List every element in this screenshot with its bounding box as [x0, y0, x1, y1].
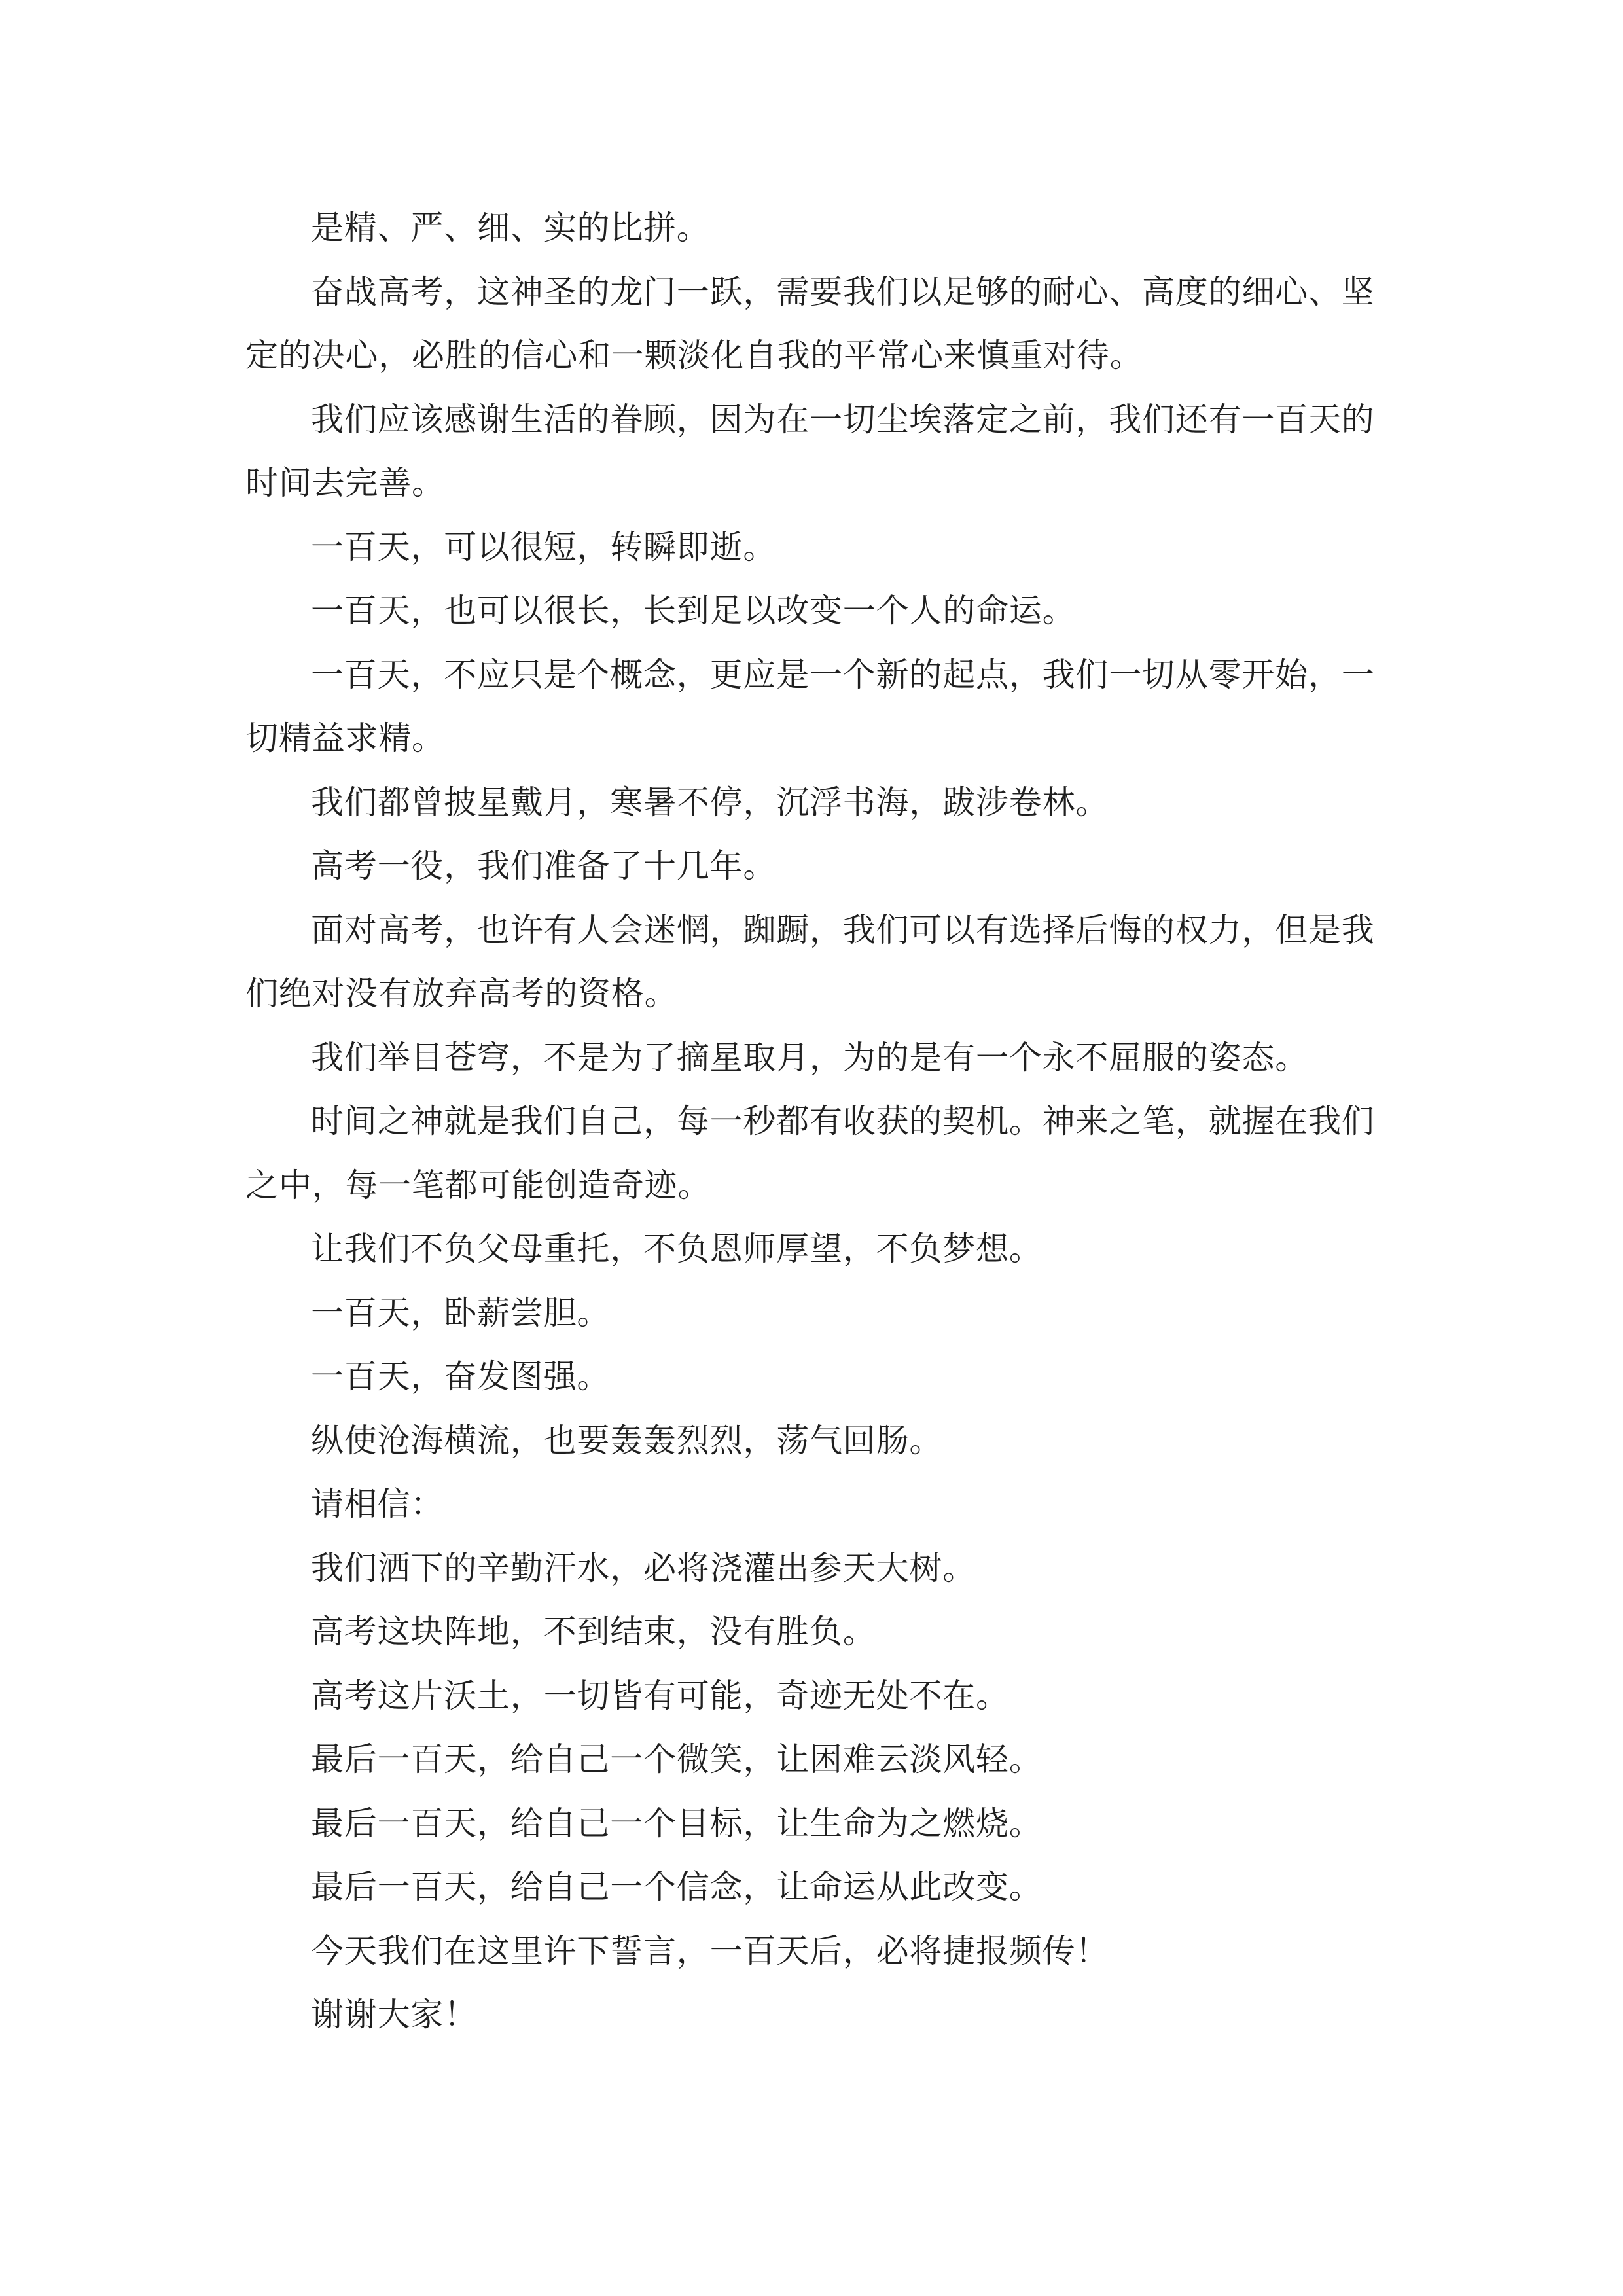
- paragraph-22: 最后一百天，给自己一个信念，让命运从此改变。: [311, 1868, 1043, 1906]
- paragraph-19: 高考这片沃土，一切皆有可能，奇迹无处不在。: [311, 1676, 1009, 1715]
- paragraph-9: 面对高考，也许有人会迷惘，踟蹰，我们可以有选择后悔的权力，但是我们绝对没有放弃高考的资格。: [245, 910, 1375, 1013]
- paragraph-11: 时间之神就是我们自己，每一秒都有收获的契机。神来之笔，就握在我们之中，每一笔都可能创造奇迹。: [245, 1102, 1375, 1204]
- paragraph-3: 我们应该感谢生活的眷顾，因为在一切尘埃落定之前，我们还有一百天的时间去完善。: [245, 400, 1375, 502]
- paragraph-23: 今天我们在这里许下誓言，一百天后，必将捷报频传！: [311, 1931, 1109, 1970]
- paragraph-13: 一百天，卧薪尝胆。: [311, 1293, 611, 1332]
- paragraph-24: 谢谢大家！: [311, 1996, 477, 2034]
- paragraph-12: 让我们不负父母重托，不负恩师厚望，不负梦想。: [311, 1230, 1043, 1268]
- paragraph-6: 一百天，不应只是个概念，更应是一个新的起点，我们一切从零开始，一切精益求精。: [245, 655, 1375, 757]
- paragraph-15: 纵使沧海横流，也要轰轰烈烈，荡气回肠。: [311, 1421, 943, 1460]
- paragraph-10: 我们举目苍穹，不是为了摘星取月，为的是有一个永不屈服的姿态。: [311, 1038, 1308, 1077]
- paragraph-1: 是精、严、细、实的比拼。: [311, 209, 710, 247]
- paragraph-20: 最后一百天，给自己一个微笑，让困难云淡风轻。: [311, 1740, 1043, 1778]
- paragraph-7: 我们都曾披星戴月，寒暑不停，沉浮书海，跋涉卷林。: [311, 783, 1109, 821]
- paragraph-4: 一百天，可以很短，转瞬即逝。: [311, 528, 777, 566]
- paragraph-21: 最后一百天，给自己一个目标，让生命为之燃烧。: [311, 1804, 1043, 1842]
- paragraph-18: 高考这块阵地，不到结束，没有胜负。: [311, 1613, 876, 1651]
- document-body: [245, 196, 1378, 2047]
- paragraph-14: 一百天，奋发图强。: [311, 1357, 611, 1395]
- paragraph-2: 奋战高考，这神圣的龙门一跃，需要我们以足够的耐心、高度的细心、坚定的决心，必胜的信心和一颗淡化自我的平常心来慎重对待。: [245, 272, 1375, 374]
- paragraph-17: 我们洒下的辛勤汗水，必将浇灌出参天大树。: [311, 1549, 976, 1587]
- paragraph-16: 请相信：: [311, 1485, 444, 1523]
- paragraph-5: 一百天，也可以很长，长到足以改变一个人的命运。: [311, 592, 1076, 630]
- paragraph-8: 高考一役，我们准备了十几年。: [311, 847, 777, 885]
